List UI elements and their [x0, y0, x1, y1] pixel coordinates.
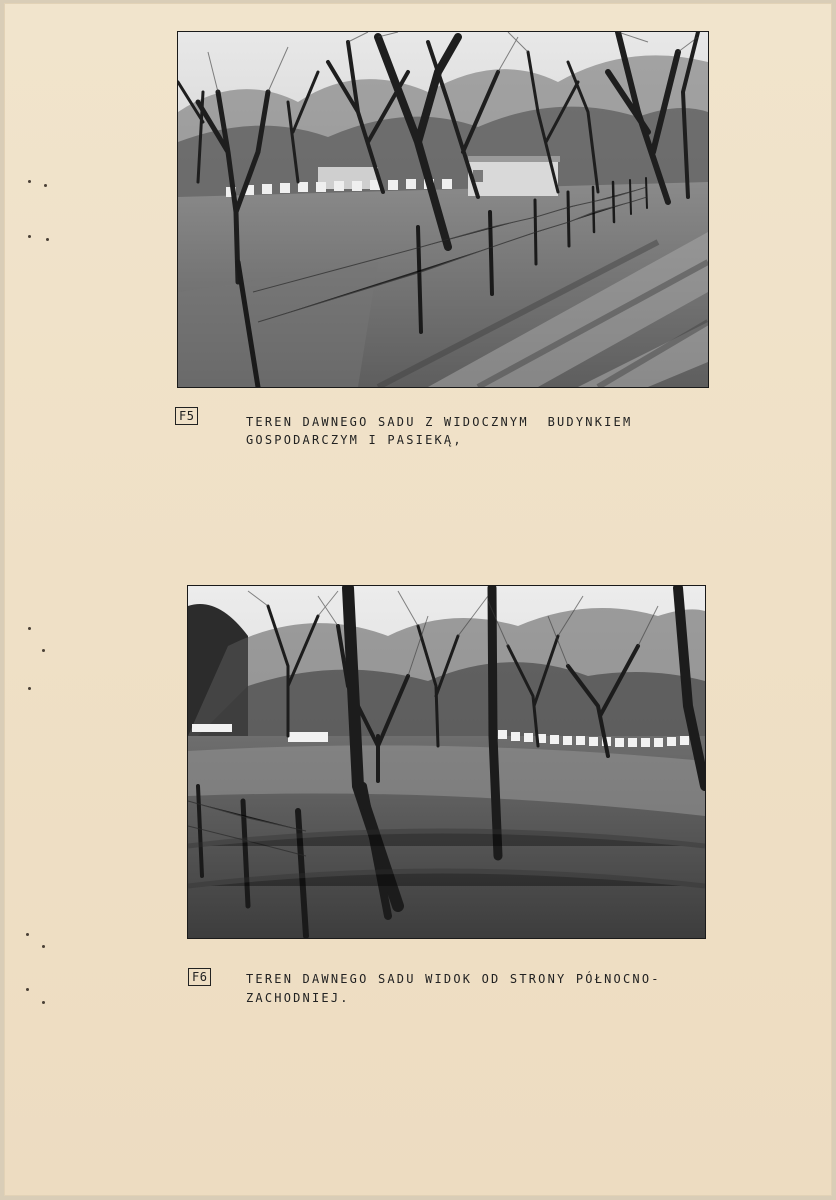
- punch-hole: [28, 235, 31, 238]
- photo-f6: [188, 586, 705, 938]
- punch-hole: [42, 1001, 45, 1004]
- punch-hole: [46, 238, 49, 241]
- photo-tag-f5: F5: [175, 407, 198, 425]
- punch-hole: [28, 687, 31, 690]
- punch-hole: [26, 933, 29, 936]
- caption-f5-line2: GOSPODARCZYM I PASIEKĄ,: [246, 433, 463, 447]
- punch-hole: [28, 180, 31, 183]
- punch-hole: [28, 627, 31, 630]
- photo-tag-f6: F6: [188, 968, 211, 986]
- punch-hole: [42, 945, 45, 948]
- caption-f5-line1: TEREN DAWNEGO SADU Z WIDOCZNYM BUDYNKIEM: [246, 415, 633, 429]
- caption-f6-line2: ZACHODNIEJ.: [246, 991, 350, 1005]
- punch-hole: [42, 649, 45, 652]
- punch-hole: [26, 988, 29, 991]
- document-page: [4, 3, 832, 1196]
- punch-hole: [44, 184, 47, 187]
- photo-f5: [178, 32, 708, 387]
- caption-f6-line1: TEREN DAWNEGO SADU WIDOK OD STRONY PÓŁNOCNO-: [246, 972, 661, 986]
